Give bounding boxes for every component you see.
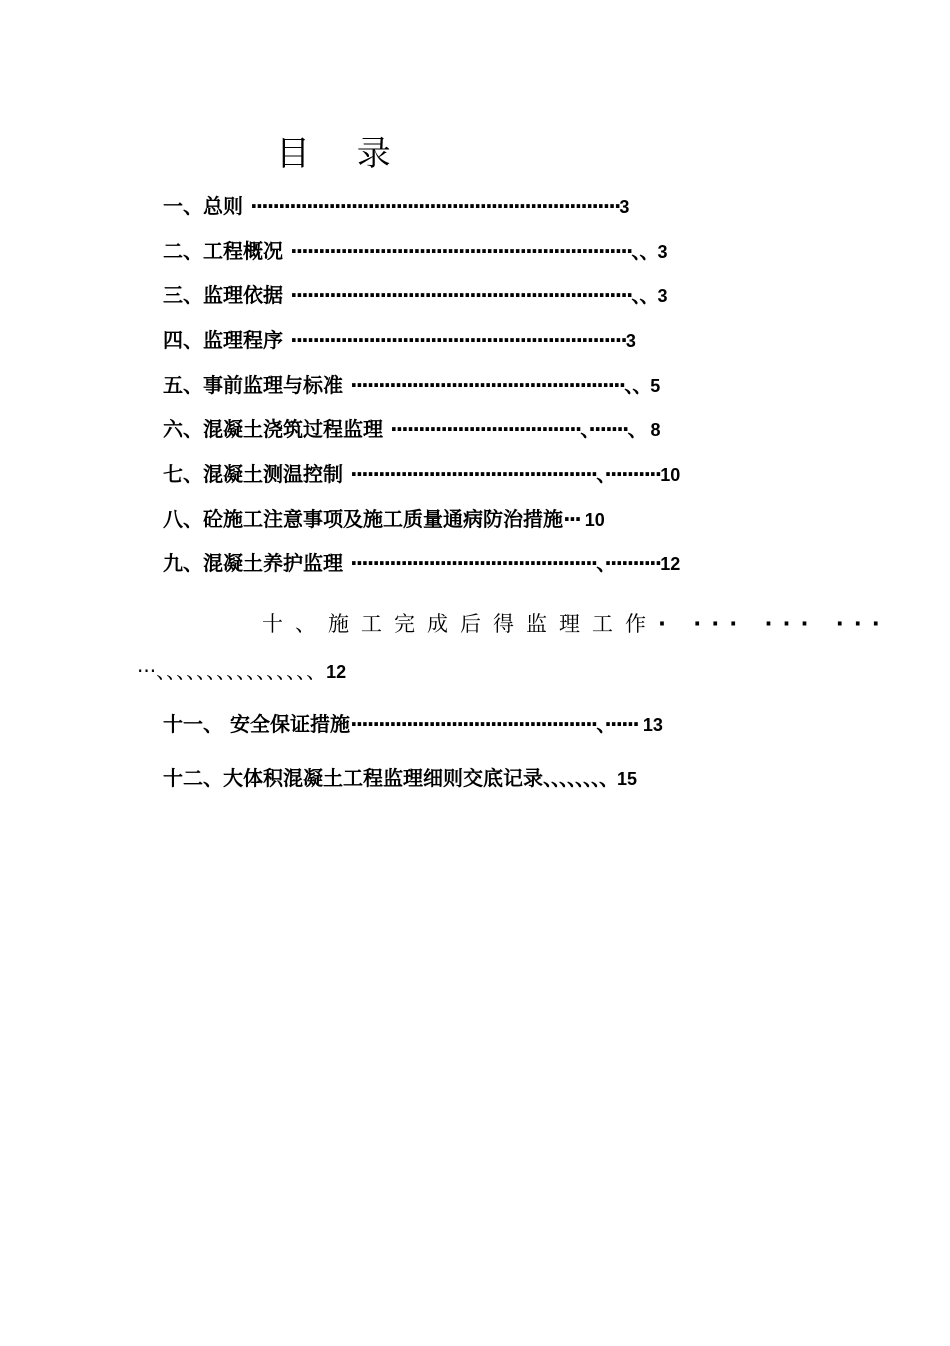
toc-entry-label: 四、监理程序: [163, 328, 290, 352]
toc-entry-4: [163, 327, 636, 354]
toc-entry-label: 三、监理依据: [163, 283, 290, 307]
toc-entry-leader: ··································、·······、: [389, 417, 646, 441]
toc-entry-leader: 、、、、、、、、: [543, 766, 617, 790]
toc-entry-label: 五、事前监理与标准: [163, 373, 350, 397]
toc-entry-leader: ···、、、、、、、、、、、、、、、、: [137, 659, 327, 683]
toc-entry-label: 六、混凝土浇筑过程监理: [163, 417, 390, 441]
toc-entry-page: 12: [660, 554, 681, 574]
toc-entry-label: 九、混凝土养护监理: [163, 551, 350, 575]
toc-entry-10-continuation: [137, 658, 346, 685]
toc-entry-1: [163, 193, 629, 220]
toc-entry-page: 10: [660, 465, 681, 485]
toc-entry-page: 5: [650, 376, 661, 396]
toc-entry-page: 3: [657, 286, 668, 306]
toc-entry-11: [163, 711, 663, 738]
toc-entry-page: 3: [657, 242, 668, 262]
toc-entry-leader: ··································································: [249, 194, 620, 218]
toc-entry-leader: ·····························································、、: [289, 283, 658, 307]
toc-entry-page: 15: [617, 769, 638, 789]
toc-entry-leader: ············································、··········: [349, 462, 661, 486]
toc-entry-label: 二、工程概况: [163, 239, 290, 263]
toc-title: 目 录: [276, 134, 409, 174]
toc-entry-page: 10: [584, 510, 605, 530]
toc-entry-label: 十一、 安全保证措施: [163, 712, 350, 736]
toc-entry-leader: ············································、······: [349, 712, 643, 736]
toc-entry-6: [163, 416, 661, 443]
toc-entry-2: [163, 238, 667, 265]
toc-entry-leader: ·················································、、: [349, 373, 651, 397]
toc-entry-page: 8: [645, 420, 661, 440]
toc-entry-3: [163, 282, 667, 309]
toc-entry-label: 十二、大体积混凝土工程监理细则交底记录: [163, 766, 543, 790]
toc-entry-leader: ····························································: [289, 328, 626, 352]
toc-entry-page: 12: [326, 662, 347, 682]
toc-entry-10: [262, 610, 890, 638]
toc-entry-label: 八、砼施工注意事项及施工质量通病防治措施: [163, 507, 563, 531]
toc-entry-leader: · ··· ··· ···: [658, 612, 890, 636]
toc-entry-label: 七、混凝土测温控制: [163, 462, 350, 486]
toc-entry-9: [163, 550, 680, 577]
toc-entry-12: [163, 765, 637, 792]
toc-entry-7: [163, 461, 680, 488]
toc-entry-label: 十、施工完成后得监理工作: [262, 612, 658, 636]
toc-entry-page: 13: [642, 715, 663, 735]
toc-entry-page: 3: [619, 197, 630, 217]
toc-entry-label: 一、总则: [163, 194, 250, 218]
toc-entry-leader: ············································、··········: [349, 551, 661, 575]
toc-entry-5: [163, 372, 660, 399]
toc-entry-8: [163, 506, 605, 533]
toc-entry-leader: ···: [563, 507, 585, 531]
toc-entry-page: 3: [625, 331, 636, 351]
toc-entry-leader: ·····························································、、: [289, 239, 658, 263]
